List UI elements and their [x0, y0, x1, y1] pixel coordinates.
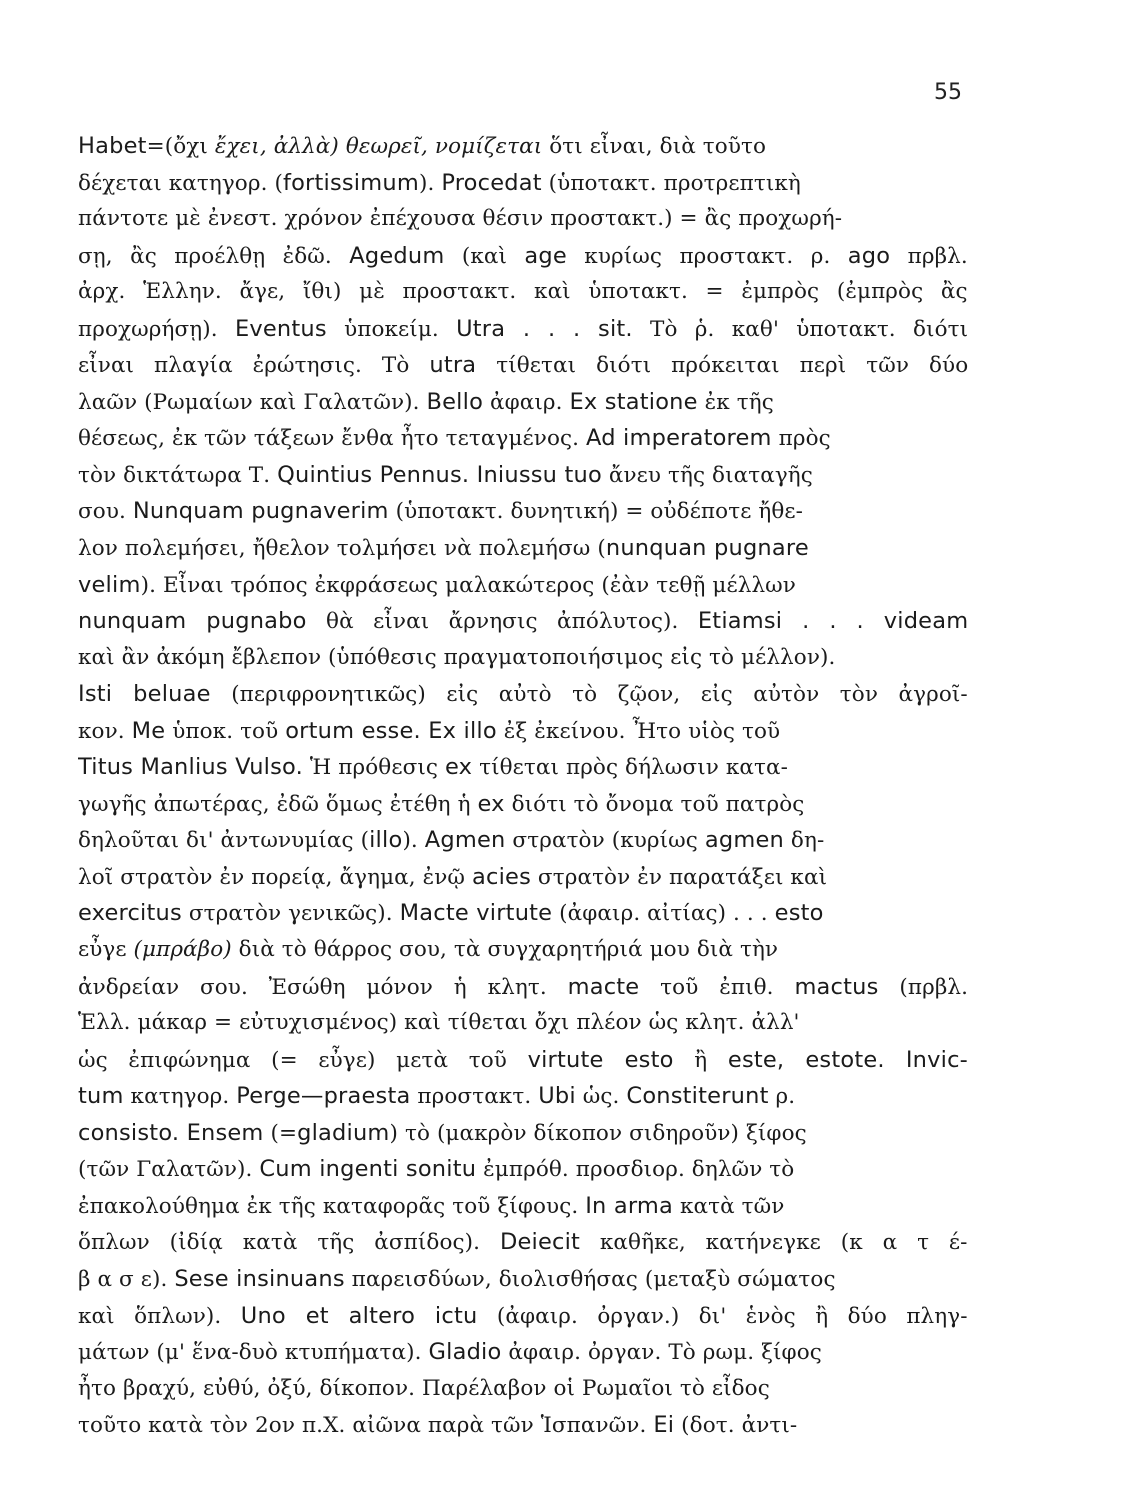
- text-line: [78, 1115, 968, 1152]
- latin-term: Cum ingenti sonitu: [259, 1156, 477, 1183]
- text-line: [78, 420, 968, 457]
- greek-gloss: παρεισδύων, διολισθήσας (μεταξὺ σώματος: [344, 1266, 836, 1292]
- greek-gloss: (ὑποτακτ. δυνητική) = οὐδέποτε ἤθε-: [388, 499, 803, 525]
- text-line: [78, 713, 968, 750]
- latin-term: Macte virtute: [399, 900, 553, 927]
- latin-term: Etiamsi . . . videam: [697, 608, 968, 635]
- greek-gloss: τοῦ ἐπιθ.: [639, 974, 795, 1000]
- greek-gloss: ἦτο βραχύ, εὐθύ, ὀξύ, δίκοπον. Παρέλαβον οἱ Ρωμαῖοι τὸ εἶδος: [78, 1375, 770, 1401]
- text-line: [78, 1005, 968, 1042]
- commentary-text: [78, 128, 968, 1444]
- latin-term: macte: [567, 973, 640, 1000]
- latin-term: Eventus: [234, 315, 327, 342]
- text-line: [78, 530, 968, 567]
- greek-gloss: ἀρχ. Ἑλλην. ἄγε, ἴθι) μὲ προστακτ. καὶ ὑποτακτ. = ἐμπρὸς (ἐμπρὸς ἂς: [78, 279, 968, 305]
- greek-gloss: ἢ: [673, 1047, 728, 1073]
- greek-gloss: Ἑλλ. μάκαρ = εὐτυχισμένος) καὶ τίθεται ὄχι πλέον ὡς κλητ. ἀλλ': [78, 1010, 800, 1036]
- latin-term: tum: [78, 1083, 124, 1110]
- latin-term: nunquan pugnare: [605, 535, 809, 562]
- greek-gloss: κατηγορ.: [123, 1084, 237, 1110]
- latin-term: virtute esto: [527, 1046, 674, 1073]
- text-line: [78, 311, 968, 348]
- latin-term: illo: [369, 827, 403, 854]
- latin-term: Sese insinuans: [174, 1265, 345, 1292]
- text-line: [78, 1334, 968, 1371]
- greek-gloss: ἀφαιρ. ὀργαν. Τὸ ρωμ. ξίφος: [501, 1340, 822, 1366]
- latin-term: In arma: [585, 1192, 674, 1219]
- greek-gloss: ἐπακολούθημα ἐκ τῆς καταφορᾶς τοῦ ξίφους.: [78, 1193, 586, 1219]
- greek-gloss: ὑποκείμ.: [326, 316, 457, 342]
- latin-term: Habet: [78, 133, 147, 159]
- latin-term: esto: [774, 900, 824, 927]
- greek-gloss: (ὑποτακτ. προτρεπτικὴ: [541, 170, 801, 196]
- greek-gloss: ὅπλων (ἰδίᾳ κατὰ τῆς ἀσπίδος).: [78, 1230, 500, 1256]
- latin-term: nunquam pugnabo: [78, 608, 307, 635]
- latin-term: ortum esse. Ex illo: [285, 717, 497, 744]
- greek-gloss: (περιφρονητικῶς) εἰς αὐτὸ τὸ ζῷον, εἰς αὐτὸν τὸν ἀγροῖ-: [210, 682, 968, 708]
- latin-term: agmen: [704, 827, 784, 854]
- greek-gloss: δέχεται κατηγορ. (: [78, 170, 283, 196]
- text-line: [78, 347, 968, 384]
- greek-gloss: ἐμπρόθ. προσδιορ. δηλῶν τὸ: [476, 1157, 795, 1183]
- latin-term: Ei: [653, 1412, 675, 1439]
- text-line: [78, 1151, 968, 1188]
- latin-term: Perge—praesta: [236, 1083, 411, 1110]
- greek-gloss: ).: [402, 828, 425, 854]
- latin-term: Constiterunt: [626, 1083, 769, 1110]
- greek-gloss: κον.: [78, 718, 132, 744]
- greek-gloss: Ἡ πρόθεσις: [302, 755, 445, 781]
- greek-gloss: πρὸς: [771, 426, 831, 452]
- text-line: [78, 1224, 968, 1261]
- greek-gloss: (πρβλ.: [878, 974, 968, 1000]
- greek-gloss: (δοτ. ἀντι-: [674, 1413, 798, 1439]
- greek-gloss: διὰ τὸ θάρρος σου, τὰ συγχαρητήριά μου διὰ τὴν: [231, 937, 779, 963]
- latin-term: utra: [429, 352, 477, 379]
- greek-gloss: στρατὸν ἐν παρατάξει καὶ: [531, 864, 828, 890]
- latin-term: acies: [472, 863, 531, 890]
- greek-gloss: ). Εἶναι τρόπος ἐκφράσεως μαλακώτερος (ἐὰν τεθῇ μέλλων: [140, 572, 796, 598]
- greek-gloss: =(ὄχι: [146, 134, 215, 159]
- text-line: [78, 640, 968, 677]
- greek-gloss: λαῶν (Ρωμαίων καὶ Γαλατῶν).: [78, 389, 427, 415]
- greek-gloss: ἄνευ τῆς διαταγῆς: [601, 462, 813, 488]
- greek-gloss: δηλοῦται δι' ἀντωνυμίας (: [78, 828, 370, 854]
- latin-term: velim: [78, 571, 141, 598]
- greek-gloss: ἀνδρείαν σου. Ἐσώθη μόνον ἡ κλητ.: [78, 974, 568, 1000]
- greek-gloss: ρ.: [768, 1084, 796, 1110]
- text-line: [78, 603, 968, 640]
- latin-term: Deiecit: [499, 1229, 581, 1256]
- greek-gloss: (ἀφαιρ. αἰτίας) . . .: [552, 901, 775, 927]
- greek-gloss: προστακτ.: [410, 1084, 539, 1110]
- latin-term: fortissimum: [282, 169, 419, 196]
- greek-gloss: ) τὸ (μακρὸν δίκοπον σιδηροῦν) ξίφος: [389, 1120, 807, 1146]
- greek-gloss: λοῖ στρατὸν ἐν πορείᾳ, ἄγημα, ἐνῷ: [78, 864, 473, 890]
- greek-gloss: διότι τὸ ὄνομα τοῦ πατρὸς: [504, 791, 805, 817]
- latin-term: consisto. Ensem: [78, 1119, 264, 1146]
- greek-gloss: στρατὸν (κυρίως: [505, 828, 705, 854]
- text-line: [78, 1188, 968, 1225]
- latin-term: Ubi: [538, 1083, 576, 1110]
- text-line: [78, 457, 968, 494]
- greek-gloss: θέσεως, ἐκ τῶν τάξεων ἔνθα ἦτο τεταγμένος.: [78, 426, 586, 452]
- text-line: [78, 274, 968, 311]
- greek-gloss: ἐξ ἐκείνου. Ἦτο υἱὸς τοῦ: [496, 718, 781, 744]
- latin-term: Gladio: [428, 1339, 502, 1366]
- greek-gloss: ὡς ἐπιφώνημα (= εὖγε) μετὰ τοῦ: [78, 1047, 528, 1073]
- greek-gloss: (τῶν Γαλατῶν).: [78, 1157, 260, 1183]
- greek-gloss: β α σ ε).: [78, 1266, 175, 1292]
- latin-term: Utra . . . sit.: [456, 315, 633, 342]
- greek-gloss: στρατὸν γενικῶς).: [181, 901, 400, 927]
- greek-gloss: καὶ ὅπλων).: [78, 1303, 241, 1329]
- greek-gloss: ἐκ τῆς: [697, 389, 774, 415]
- text-line: [78, 238, 968, 275]
- text-line: [78, 165, 968, 202]
- greek-gloss: τίθεται διότι πρόκειται περὶ τῶν δύο: [476, 353, 968, 379]
- text-line: [78, 1407, 968, 1444]
- latin-term: Ex statione: [569, 388, 698, 415]
- greek-gloss: πρβλ.: [890, 243, 968, 269]
- text-line: [78, 932, 968, 969]
- text-line: [78, 1261, 968, 1298]
- text-line: [78, 128, 968, 165]
- text-line: [78, 895, 968, 932]
- greek-gloss: δη-: [783, 828, 825, 854]
- text-line: [78, 676, 968, 713]
- greek-gloss: θὰ εἶναι ἄρνησις ἀπόλυτος).: [306, 609, 698, 635]
- latin-term: Agmen: [424, 827, 506, 854]
- page-number: 55: [934, 80, 962, 105]
- latin-term: Uno et altero ictu: [240, 1302, 478, 1329]
- greek-gloss: τίθεται πρὸς δήλωσιν κατα-: [472, 755, 788, 781]
- greek-gloss: εὖγε: [78, 937, 134, 963]
- latin-term: este, estote. Invic-: [727, 1046, 968, 1073]
- text-line: [78, 1371, 968, 1408]
- greek-gloss: καὶ ἂν ἀκόμη ἔβλεπον (ὑπόθεσις πραγματοποιήσιμος εἰς τὸ μέλλον).: [78, 644, 836, 670]
- greek-gloss: (μπράβο): [133, 937, 232, 963]
- greek-gloss: κυρίως προστακτ. ρ.: [566, 243, 848, 269]
- latin-term: Ad imperatorem: [586, 425, 772, 452]
- latin-term: Nunquam pugnaverim: [132, 498, 389, 525]
- greek-gloss: (ἀφαιρ. ὀργαν.) δι' ἑνὸς ἢ δύο πληγ-: [477, 1303, 968, 1329]
- latin-term: Isti beluae: [78, 681, 211, 708]
- greek-gloss: ὅτι εἶναι, διὰ τοῦτο: [542, 134, 767, 159]
- latin-term: Quintius Pennus. Iniussu tuo: [277, 461, 602, 488]
- greek-gloss: ὑποκ. τοῦ: [165, 718, 286, 744]
- latin-term: ago: [847, 242, 891, 269]
- text-line: [78, 1078, 968, 1115]
- greek-gloss: ἀφαιρ.: [483, 389, 570, 415]
- latin-term: Me: [131, 717, 166, 744]
- latin-term: mactus: [794, 973, 879, 1000]
- greek-gloss: σου.: [78, 499, 133, 525]
- greek-gloss: καθῆκε, κατήνεγκε (κ α τ έ-: [580, 1230, 968, 1256]
- greek-gloss: σῃ, ἂς προέλθῃ ἐδῶ.: [78, 243, 350, 269]
- greek-gloss: τὸν δικτάτωρα Τ.: [78, 462, 278, 488]
- latin-term: ex: [477, 790, 505, 817]
- latin-term: ex: [444, 754, 473, 781]
- greek-gloss: γωγῆς ἀπωτέρας, ἐδῶ ὅμως ἐτέθη ἡ: [78, 791, 478, 817]
- greek-gloss: (=: [263, 1120, 298, 1146]
- greek-gloss: τοῦτο κατὰ τὸν 2ον π.Χ. αἰῶνα παρὰ τῶν Ἱσπανῶν.: [78, 1413, 654, 1439]
- latin-term: exercitus: [78, 900, 182, 927]
- greek-gloss: εἶναι πλαγία ἐρώτησις. Τὸ: [78, 353, 430, 379]
- text-line: [78, 201, 968, 238]
- text-line: [78, 493, 968, 530]
- greek-gloss: μάτων (μ' ἕνα-δυὸ κτυπήματα).: [78, 1340, 429, 1366]
- latin-term: Bello: [426, 388, 484, 415]
- greek-gloss: λον πολεμήσει, ἤθελον τολμήσει νὰ πολεμήσω (: [78, 536, 606, 562]
- greek-gloss: προχωρήσῃ).: [78, 316, 235, 342]
- greek-gloss: ὡς.: [575, 1084, 627, 1110]
- latin-term: Procedat: [441, 169, 542, 196]
- text-line: [78, 1042, 968, 1079]
- greek-gloss: Τὸ ῥ. καθ' ὑποτακτ. διότι: [632, 316, 968, 342]
- text-line: [78, 1298, 968, 1335]
- greek-gloss: ἔχει, ἀλλὰ) θεωρεῖ, νομίζεται: [214, 134, 543, 159]
- latin-term: gladium: [297, 1119, 390, 1146]
- greek-gloss: ).: [418, 170, 442, 196]
- text-line: [78, 384, 968, 421]
- greek-gloss: πάντοτε μὲ ἐνεστ. χρόνον ἐπέχουσα θέσιν προστακτ.) = ἂς προχωρή-: [78, 206, 843, 232]
- latin-term: Titus Manlius Vulso.: [78, 754, 303, 781]
- text-line: [78, 859, 968, 896]
- text-line: [78, 786, 968, 823]
- latin-term: age: [524, 242, 567, 269]
- greek-gloss: (καὶ: [444, 243, 525, 269]
- text-line: [78, 969, 968, 1006]
- text-line: [78, 567, 968, 604]
- text-line: [78, 822, 968, 859]
- greek-gloss: κατὰ τῶν: [673, 1193, 785, 1219]
- text-line: [78, 749, 968, 786]
- latin-term: Agedum: [349, 242, 445, 269]
